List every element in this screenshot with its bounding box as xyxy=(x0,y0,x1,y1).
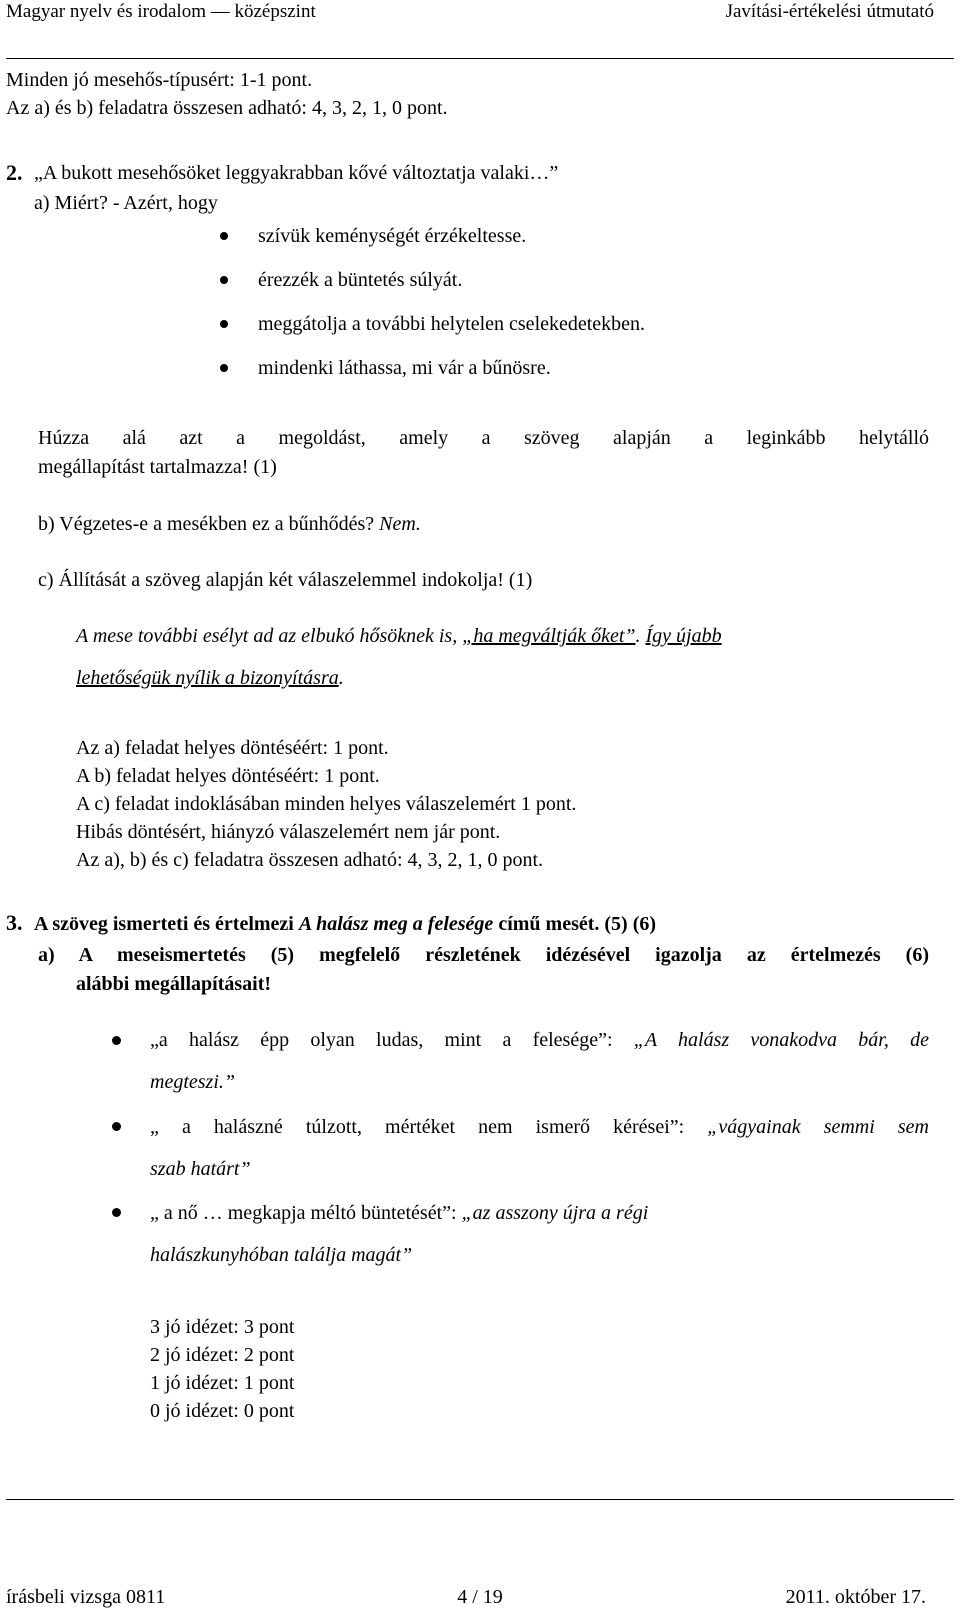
bullet-icon xyxy=(112,1122,121,1131)
q3-title-work: A halász meg a felesége xyxy=(298,913,494,935)
q3-scoring-3: 1 jó idézet: 1 pont xyxy=(150,1372,295,1394)
q3-quote-1-claim: „a halász épp olyan ludas, mint a felesége”: xyxy=(150,1029,634,1051)
q2-b-row xyxy=(38,512,421,536)
q2-instruction-line-1: Húzza alá azt a megoldást, amely a szöveg alapján a leginkább helytálló xyxy=(38,427,929,449)
q2-b-answer: Nem. xyxy=(379,513,421,535)
q2-instruction-line-2: megállapítást tartalmazza! (1) xyxy=(38,456,277,478)
q3-quote-1-line-2: megteszi.” xyxy=(150,1071,235,1093)
footer-divider xyxy=(6,1499,954,1500)
q3-quote-3-line-2: halászkunyhóban találja magát” xyxy=(150,1244,413,1266)
q3-quote-2-line-1 xyxy=(150,1115,929,1139)
header-left: Magyar nyelv és irodalom — középszint xyxy=(6,1,316,22)
q2-c-answer-sep: . xyxy=(635,625,646,647)
q2-title: „A bukott mesehősöket leggyakrabban kővé változtatja valaki…” xyxy=(34,162,559,184)
q3-title-text-end: című mesét. (5) (6) xyxy=(493,913,657,935)
q2-scoring-4: Hibás döntésért, hiányzó válaszelemért nem jár pont. xyxy=(76,821,501,843)
q3-scoring-1: 3 jó idézet: 3 pont xyxy=(150,1316,295,1338)
q2-c-answer-text: A mese további esélyt ad az elbukó hősöknek is, xyxy=(76,625,463,647)
q3-number: 3. xyxy=(6,910,23,935)
bullet-icon xyxy=(112,1036,121,1045)
bullet-icon xyxy=(112,1208,121,1217)
q3-scoring-4: 0 jó idézet: 0 pont xyxy=(150,1400,295,1422)
q2-c-answer-end: . xyxy=(338,667,344,689)
q2-number: 2. xyxy=(6,160,23,185)
bullet-icon xyxy=(220,364,228,372)
q2-c-answer-line-1 xyxy=(76,624,722,648)
q2-option-2: érezzék a büntetés súlyát. xyxy=(258,269,463,291)
bullet-icon xyxy=(220,320,228,328)
q2-scoring-3: A c) feladat indoklásában minden helyes válaszelemért 1 pont. xyxy=(76,793,577,815)
q2-c-answer-underlined-3: lehetőségük nyílik a bizonyításra xyxy=(76,667,339,689)
q2-c-answer-underlined: „ha megváltják őket” xyxy=(462,625,636,647)
q3-quote-2-claim: „ a halászné túlzott, mértéket nem ismerő kérései”: xyxy=(150,1116,708,1138)
q3-quote-3-line-1 xyxy=(150,1201,648,1225)
q2-scoring-1: Az a) feladat helyes döntéséért: 1 pont. xyxy=(76,737,389,759)
q2-c-question: c) Állítását a szöveg alapján két válaszelemmel indokolja! (1) xyxy=(38,569,533,591)
q2-option-1: szívük keménységét érzékeltesse. xyxy=(258,225,527,247)
q3-a-line-1: a) A meseismertetés (5) megfelelő részletének idézésével igazolja az értelmezés (6) xyxy=(38,944,929,966)
q2-option-3: meggátolja a további helytelen cselekedetekben. xyxy=(258,313,646,335)
q3-quote-1-text: „A halász vonakodva bár, de xyxy=(633,1029,929,1051)
q3-quote-1-line-1 xyxy=(150,1028,929,1052)
q2-scoring-2: A b) feladat helyes döntéséért: 1 pont. xyxy=(76,765,380,787)
header-right: Javítási-értékelési útmutató xyxy=(725,1,934,22)
q3-scoring-2: 2 jó idézet: 2 pont xyxy=(150,1344,295,1366)
q3-quote-3-claim: „ a nő … megkapja méltó büntetését”: xyxy=(150,1202,462,1224)
q3-quote-2-text: „vágyainak semmi sem xyxy=(707,1116,929,1138)
intro-line-2: Az a) és b) feladatra összesen adható: 4, 3, 2, 1, 0 pont. xyxy=(6,97,448,119)
footer-page-number: 4 / 19 xyxy=(457,1586,503,1608)
q3-a-line-2: alábbi megállapításait! xyxy=(76,973,272,995)
q2-scoring-5: Az a), b) és c) feladatra összesen adható: 4, 3, 2, 1, 0 pont. xyxy=(76,849,544,871)
q3-quote-2-line-2: szab határt” xyxy=(150,1158,251,1180)
q3-title-text: A szöveg ismerteti és értelmezi xyxy=(34,913,299,935)
q2-b-question: b) Végzetes-e a mesékben ez a bűnhődés? xyxy=(38,513,375,535)
q3-quote-3-text: „az asszony újra a régi xyxy=(461,1202,649,1224)
bullet-icon xyxy=(220,232,228,240)
bullet-icon xyxy=(220,276,228,284)
q2-c-answer-line-2 xyxy=(76,666,344,690)
q2-c-answer-underlined-2: Így újabb xyxy=(645,625,722,647)
q2-option-4: mindenki láthassa, mi vár a bűnösre. xyxy=(258,357,551,379)
footer-left: írásbeli vizsga 0811 xyxy=(6,1586,166,1608)
header-divider xyxy=(6,58,954,59)
footer-date: 2011. október 17. xyxy=(785,1586,926,1608)
intro-line-1: Minden jó mesehős-típusért: 1-1 pont. xyxy=(6,69,313,91)
q3-title xyxy=(34,912,656,936)
q2-a-prompt: a) Miért? - Azért, hogy xyxy=(34,192,218,214)
